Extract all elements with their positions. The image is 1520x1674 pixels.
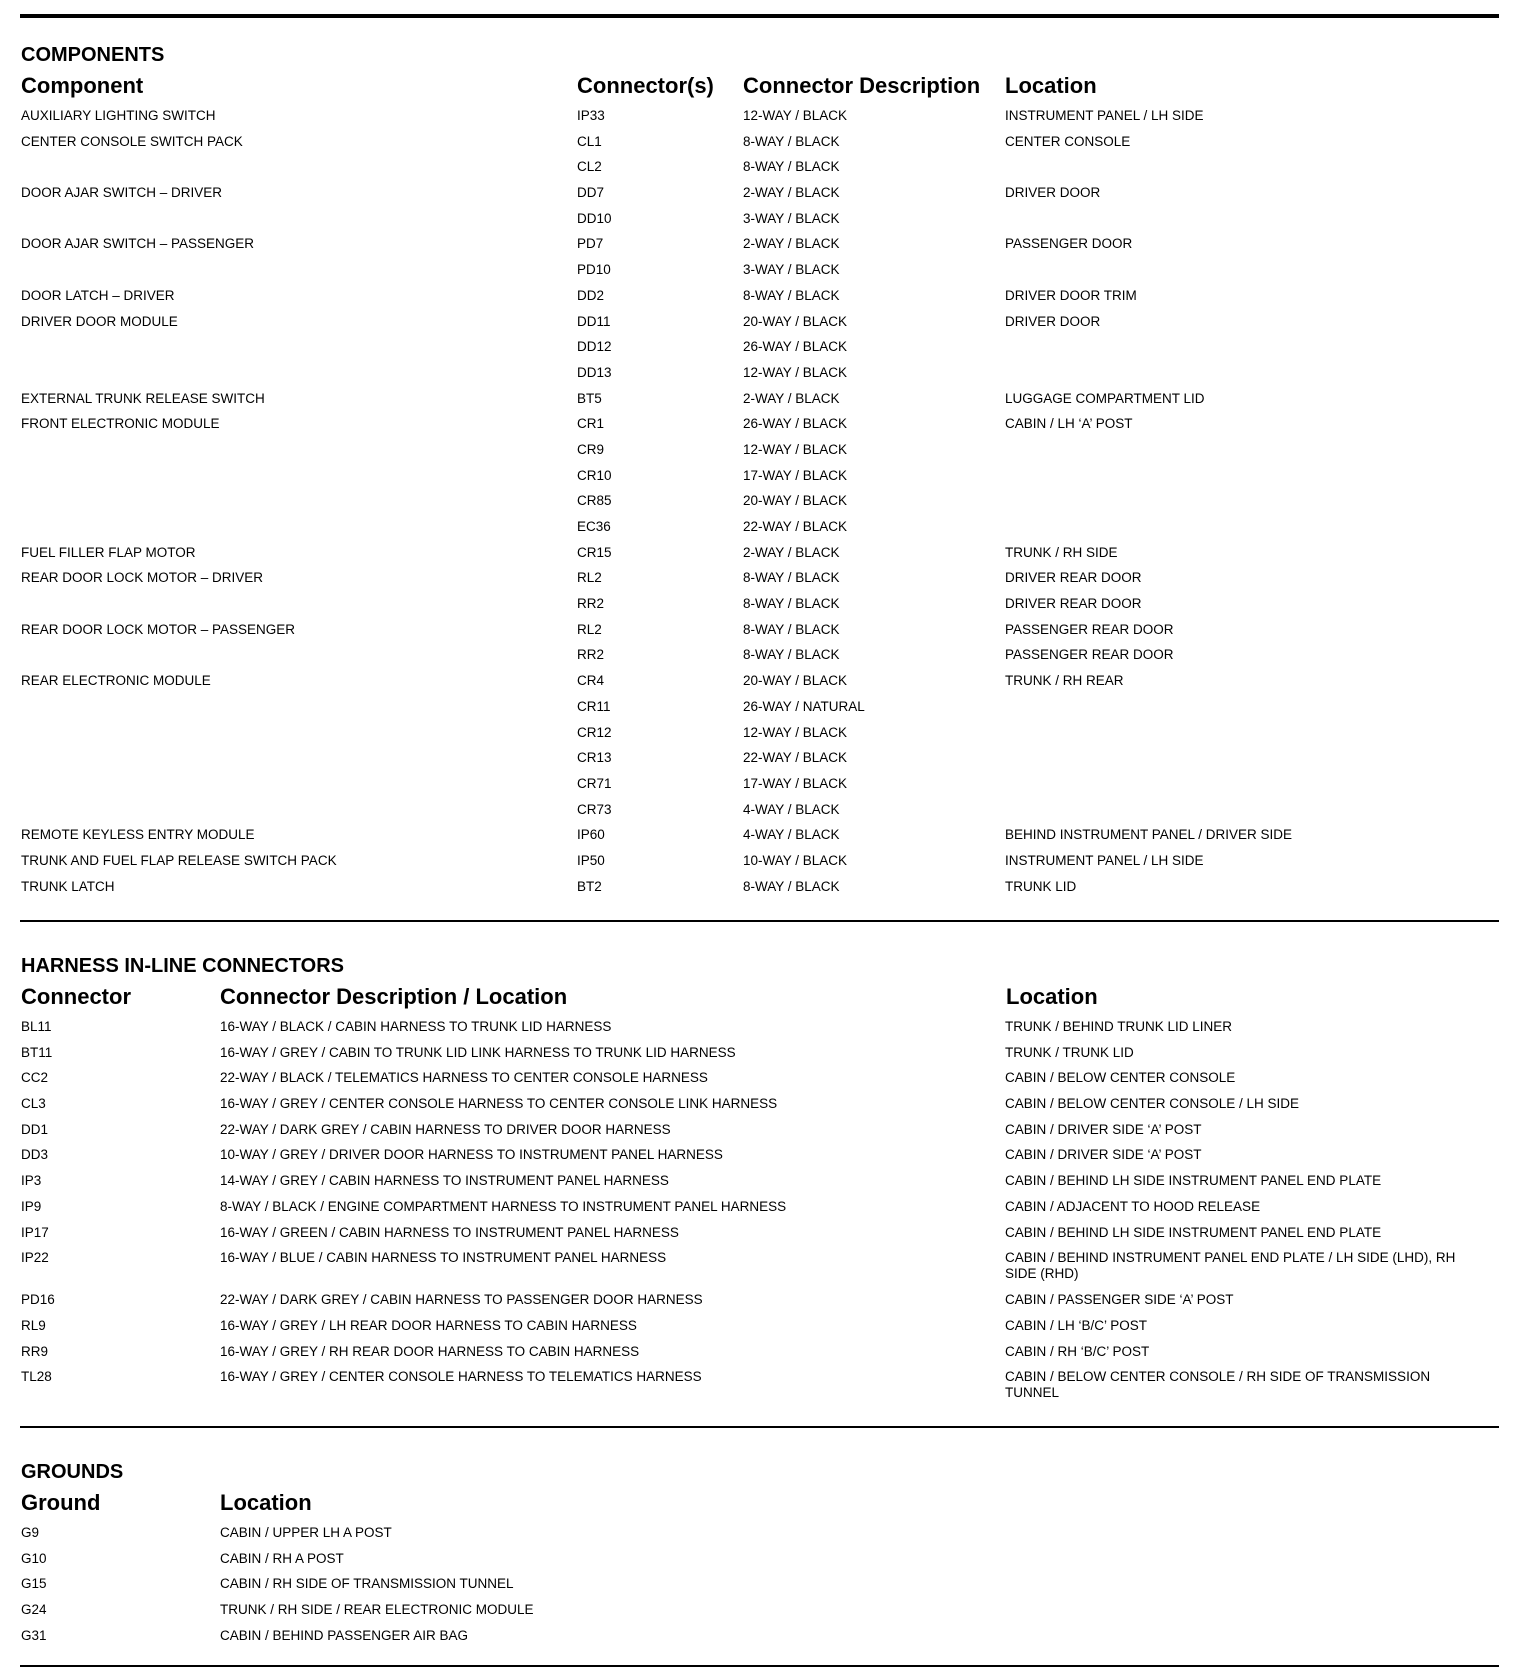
connector-cell: PD16 [21, 1292, 55, 1308]
location-cell: TRUNK / RH REAR [1005, 673, 1124, 689]
connector-cell: DD2 [577, 287, 605, 303]
description-cell: 8-WAY / BLACK [743, 133, 840, 149]
description-cell: 2-WAY / BLACK [743, 390, 840, 406]
col-description-location: Connector Description / Location [220, 984, 568, 1009]
location-cell: INSTRUMENT PANEL / LH SIDE [1005, 108, 1204, 123]
grounds-header-row [21, 1486, 1499, 1522]
connector-cell: CR15 [577, 544, 612, 560]
table-row [21, 570, 1499, 596]
table-row [21, 1344, 1499, 1370]
location-cell: CABIN / LH ‘B/C’ POST [1005, 1317, 1148, 1333]
table-row [21, 1070, 1499, 1096]
col-ground: Ground [21, 1490, 101, 1515]
table-row [21, 416, 1499, 442]
location-cell: BEHIND INSTRUMENT PANEL / DRIVER SIDE [1005, 827, 1293, 843]
location-cell: LUGGAGE COMPARTMENT LID [1005, 390, 1205, 406]
location-cell: PASSENGER DOOR [1005, 236, 1133, 252]
location-cell: INSTRUMENT PANEL / LH SIDE [1005, 852, 1204, 868]
description-cell: 8-WAY / BLACK [743, 596, 840, 612]
table-row [21, 699, 1499, 725]
harness-section [21, 952, 1499, 1411]
description-cell: 16-WAY / GREY / CENTER CONSOLE HARNESS TO TELEMATICS HARNESS [220, 1369, 702, 1385]
component-cell: TRUNK AND FUEL FLAP RELEASE SWITCH PACK [21, 852, 337, 868]
description-cell: 16-WAY / GREY / LH REAR DOOR HARNESS TO CABIN HARNESS [220, 1317, 637, 1333]
table-row [21, 108, 1499, 134]
description-cell: 3-WAY / BLACK [743, 262, 840, 278]
col-ground-location: Location [220, 1490, 312, 1515]
description-cell: 3-WAY / BLACK [743, 210, 840, 226]
component-cell: DOOR LATCH – DRIVER [21, 287, 175, 303]
table-row [21, 802, 1499, 828]
table-row [21, 622, 1499, 648]
description-cell: 16-WAY / GREEN / CABIN HARNESS TO INSTRUMENT PANEL HARNESS [220, 1224, 679, 1240]
description-cell: 16-WAY / BLACK / CABIN HARNESS TO TRUNK LID HARNESS [220, 1019, 612, 1034]
location-cell: CABIN / BELOW CENTER CONSOLE [1005, 1070, 1236, 1086]
table-row [21, 391, 1499, 417]
connector-cell: RL9 [21, 1317, 46, 1333]
location-cell: CABIN / UPPER LH A POST [220, 1525, 392, 1540]
description-cell: 22-WAY / BLACK / TELEMATICS HARNESS TO CENTER CONSOLE HARNESS [220, 1070, 708, 1086]
component-cell: REAR DOOR LOCK MOTOR – DRIVER [21, 570, 264, 586]
location-cell: TRUNK LID [1005, 878, 1077, 894]
connector-cell: RR2 [577, 596, 605, 612]
description-cell: 8-WAY / BLACK [743, 621, 840, 637]
table-row [21, 1292, 1499, 1318]
grounds-table-body [21, 1525, 1499, 1653]
description-cell: 22-WAY / DARK GREY / CABIN HARNESS TO DRIVER DOOR HARNESS [220, 1121, 671, 1137]
description-cell: 17-WAY / BLACK [743, 467, 848, 483]
harness-header-row [21, 980, 1499, 1016]
connector-cell: PD7 [577, 236, 604, 252]
table-row [21, 750, 1499, 776]
connector-cell: IP9 [21, 1198, 42, 1214]
table-row [21, 1096, 1499, 1122]
table-row [21, 1551, 1499, 1577]
connector-cell: RR9 [21, 1343, 49, 1359]
description-cell: 16-WAY / BLUE / CABIN HARNESS TO INSTRUMENT PANEL HARNESS [220, 1250, 667, 1266]
table-row [21, 879, 1499, 905]
table-row [21, 211, 1499, 237]
component-cell: REAR DOOR LOCK MOTOR – PASSENGER [21, 621, 296, 637]
connector-cell: PD10 [577, 262, 611, 278]
component-cell: DOOR AJAR SWITCH – DRIVER [21, 185, 223, 201]
location-cell: TRUNK / RH SIDE / REAR ELECTRONIC MODULE [220, 1602, 534, 1618]
connector-cell: CR13 [577, 750, 612, 766]
connector-cell: CR4 [577, 673, 605, 689]
component-cell: DRIVER DOOR MODULE [21, 313, 178, 329]
connector-cell: BT5 [577, 390, 602, 406]
component-cell: REAR ELECTRONIC MODULE [21, 673, 211, 689]
table-row [21, 1122, 1499, 1148]
table-row [21, 134, 1499, 160]
table-row [21, 1602, 1499, 1628]
location-cell: DRIVER DOOR [1005, 185, 1101, 201]
top-rule [20, 14, 1499, 18]
description-cell: 20-WAY / BLACK [743, 493, 848, 509]
description-cell: 4-WAY / BLACK [743, 827, 840, 843]
description-cell: 10-WAY / BLACK [743, 852, 848, 868]
connector-cell: IP17 [21, 1224, 49, 1240]
connector-cell: IP60 [577, 827, 605, 843]
location-cell: CABIN / LH ‘A’ POST [1005, 416, 1133, 432]
table-row [21, 442, 1499, 468]
component-cell: AUXILIARY LIGHTING SWITCH [21, 108, 216, 123]
location-cell: DRIVER REAR DOOR [1005, 570, 1142, 586]
table-row [21, 1525, 1499, 1551]
table-row [21, 1147, 1499, 1173]
location-cell: CABIN / BEHIND INSTRUMENT PANEL END PLATE / LH SIDE (LHD), RH SIDE (RHD) [1005, 1250, 1456, 1282]
description-cell: 14-WAY / GREY / CABIN HARNESS TO INSTRUMENT PANEL HARNESS [220, 1173, 669, 1189]
table-row [21, 468, 1499, 494]
location-cell: CABIN / PASSENGER SIDE ‘A’ POST [1005, 1292, 1234, 1308]
table-row [21, 262, 1499, 288]
col-connectors: Connector(s) [577, 73, 714, 98]
description-cell: 8-WAY / BLACK [743, 878, 840, 894]
description-cell: 8-WAY / BLACK / ENGINE COMPARTMENT HARNESS TO INSTRUMENT PANEL HARNESS [220, 1198, 787, 1214]
components-section [21, 41, 1499, 904]
components-header-row [21, 69, 1499, 105]
connector-cell: DD3 [21, 1147, 49, 1163]
location-cell: CABIN / DRIVER SIDE ‘A’ POST [1005, 1147, 1202, 1163]
table-row [21, 1019, 1499, 1045]
table-row [21, 596, 1499, 622]
bottom-rule [20, 1665, 1499, 1667]
connector-cell: BT2 [577, 878, 602, 894]
location-cell: CABIN / RH ‘B/C’ POST [1005, 1343, 1150, 1359]
description-cell: 22-WAY / BLACK [743, 750, 848, 766]
table-row [21, 545, 1499, 571]
components-bottom-rule [20, 920, 1499, 922]
description-cell: 16-WAY / GREY / CENTER CONSOLE HARNESS TO CENTER CONSOLE LINK HARNESS [220, 1096, 778, 1112]
location-cell: CABIN / BELOW CENTER CONSOLE / RH SIDE OF TRANSMISSION TUNNEL [1005, 1369, 1431, 1401]
connector-cell: CR1 [577, 416, 605, 432]
location-cell: CENTER CONSOLE [1005, 133, 1131, 149]
location-cell: CABIN / RH SIDE OF TRANSMISSION TUNNEL [220, 1576, 514, 1592]
connector-cell: CR9 [577, 441, 605, 457]
connector-cell: IP50 [577, 852, 605, 868]
description-cell: 10-WAY / GREY / DRIVER DOOR HARNESS TO INSTRUMENT PANEL HARNESS [220, 1147, 723, 1163]
description-cell: 26-WAY / NATURAL [743, 698, 865, 714]
col-connector: Connector [21, 984, 131, 1009]
description-cell: 8-WAY / BLACK [743, 570, 840, 586]
connector-cell: DD10 [577, 210, 612, 226]
description-cell: 2-WAY / BLACK [743, 544, 840, 560]
table-row [21, 1173, 1499, 1199]
harness-bottom-rule [20, 1426, 1499, 1428]
description-cell: 8-WAY / BLACK [743, 159, 840, 175]
description-cell: 8-WAY / BLACK [743, 287, 840, 303]
description-cell: 20-WAY / BLACK [743, 313, 848, 329]
location-cell: CABIN / BEHIND LH SIDE INSTRUMENT PANEL END PLATE [1005, 1173, 1382, 1189]
connector-cell: BL11 [21, 1019, 52, 1034]
table-row [21, 1225, 1499, 1251]
connector-cell: CR85 [577, 493, 612, 509]
table-row [21, 827, 1499, 853]
table-row [21, 236, 1499, 262]
table-row [21, 1318, 1499, 1344]
ground-cell: G24 [21, 1602, 47, 1618]
table-row [21, 1045, 1499, 1071]
table-row [21, 365, 1499, 391]
connector-cell: DD12 [577, 339, 612, 355]
location-cell: DRIVER DOOR TRIM [1005, 287, 1137, 303]
location-cell: CABIN / BEHIND PASSENGER AIR BAG [220, 1627, 469, 1643]
connector-cell: CR11 [577, 698, 611, 714]
location-cell: CABIN / BELOW CENTER CONSOLE / LH SIDE [1005, 1096, 1300, 1112]
description-cell: 4-WAY / BLACK [743, 801, 840, 817]
description-cell: 26-WAY / BLACK [743, 339, 848, 355]
location-cell: CABIN / ADJACENT TO HOOD RELEASE [1005, 1198, 1261, 1214]
component-cell: EXTERNAL TRUNK RELEASE SWITCH [21, 390, 265, 406]
component-cell: FUEL FILLER FLAP MOTOR [21, 544, 196, 560]
table-row [21, 159, 1499, 185]
component-cell: REMOTE KEYLESS ENTRY MODULE [21, 827, 255, 843]
connector-cell: RL2 [577, 621, 602, 637]
connector-cell: RL2 [577, 570, 602, 586]
description-cell: 20-WAY / BLACK [743, 673, 848, 689]
description-cell: 2-WAY / BLACK [743, 236, 840, 252]
col-harness-location: Location [1006, 984, 1098, 1009]
connector-cell: IP33 [577, 108, 605, 123]
table-row [21, 673, 1499, 699]
grounds-section [21, 1458, 1499, 1653]
description-cell: 12-WAY / BLACK [743, 441, 848, 457]
connector-cell: BT11 [21, 1044, 53, 1060]
connector-cell: DD13 [577, 364, 612, 380]
connector-cell: DD11 [577, 313, 611, 329]
connector-cell: DD1 [21, 1121, 49, 1137]
location-cell: PASSENGER REAR DOOR [1005, 647, 1174, 663]
location-cell: DRIVER REAR DOOR [1005, 596, 1142, 612]
table-row [21, 1250, 1499, 1292]
description-cell: 8-WAY / BLACK [743, 647, 840, 663]
connector-cell: CR73 [577, 801, 612, 817]
connector-cell: IP22 [21, 1250, 49, 1266]
connector-cell: EC36 [577, 519, 611, 534]
location-cell: DRIVER DOOR [1005, 313, 1101, 329]
location-cell: TRUNK / BEHIND TRUNK LID LINER [1005, 1019, 1233, 1034]
table-row [21, 647, 1499, 673]
harness-title: HARNESS IN-LINE CONNECTORS [21, 955, 344, 977]
components-title: COMPONENTS [21, 44, 165, 66]
ground-cell: G15 [21, 1576, 47, 1592]
description-cell: 16-WAY / GREY / RH REAR DOOR HARNESS TO CABIN HARNESS [220, 1343, 640, 1359]
connector-cell: CR10 [577, 467, 612, 483]
description-cell: 12-WAY / BLACK [743, 724, 848, 740]
ground-cell: G9 [21, 1525, 40, 1540]
connector-cell: DD7 [577, 185, 605, 201]
component-cell: CENTER CONSOLE SWITCH PACK [21, 133, 243, 149]
table-row [21, 725, 1499, 751]
ground-cell: G10 [21, 1550, 47, 1566]
grounds-title: GROUNDS [21, 1461, 124, 1483]
description-cell: 17-WAY / BLACK [743, 775, 848, 791]
table-row [21, 1576, 1499, 1602]
table-row [21, 1628, 1499, 1654]
description-cell: 26-WAY / BLACK [743, 416, 848, 432]
description-cell: 12-WAY / BLACK [743, 108, 848, 123]
table-row [21, 493, 1499, 519]
components-table-body [21, 108, 1499, 904]
description-cell: 12-WAY / BLACK [743, 364, 848, 380]
table-row [21, 1199, 1499, 1225]
location-cell: PASSENGER REAR DOOR [1005, 621, 1174, 637]
connector-cell: CL2 [577, 159, 602, 175]
location-cell: CABIN / BEHIND LH SIDE INSTRUMENT PANEL END PLATE [1005, 1224, 1382, 1240]
location-cell: TRUNK / TRUNK LID [1005, 1044, 1134, 1060]
table-row [21, 288, 1499, 314]
table-row [21, 853, 1499, 879]
connector-cell: RR2 [577, 647, 605, 663]
table-row [21, 1369, 1499, 1411]
col-connector-description: Connector Description [743, 73, 981, 98]
connector-cell: CC2 [21, 1070, 49, 1086]
component-cell: TRUNK LATCH [21, 878, 115, 894]
ground-cell: G31 [21, 1627, 47, 1643]
col-component: Component [21, 73, 144, 98]
table-row [21, 185, 1499, 211]
location-cell: TRUNK / RH SIDE [1005, 544, 1118, 560]
description-cell: 22-WAY / DARK GREY / CABIN HARNESS TO PASSENGER DOOR HARNESS [220, 1292, 703, 1308]
connector-cell: IP3 [21, 1173, 42, 1189]
table-row [21, 519, 1499, 545]
col-location: Location [1005, 73, 1097, 98]
description-cell: 2-WAY / BLACK [743, 185, 840, 201]
location-cell: CABIN / DRIVER SIDE ‘A’ POST [1005, 1121, 1202, 1137]
description-cell: 22-WAY / BLACK [743, 519, 848, 534]
connector-cell: CR12 [577, 724, 612, 740]
component-cell: FRONT ELECTRONIC MODULE [21, 416, 220, 432]
location-cell: CABIN / RH A POST [220, 1550, 344, 1566]
table-row [21, 776, 1499, 802]
connector-cell: CL1 [577, 133, 602, 149]
description-cell: 16-WAY / GREY / CABIN TO TRUNK LID LINK HARNESS TO TRUNK LID HARNESS [220, 1044, 736, 1060]
harness-table-body [21, 1019, 1499, 1411]
connector-cell: CL3 [21, 1096, 46, 1112]
connector-cell: CR71 [577, 775, 612, 791]
table-row [21, 339, 1499, 365]
connector-cell: TL28 [21, 1369, 52, 1385]
table-row [21, 314, 1499, 340]
component-cell: DOOR AJAR SWITCH – PASSENGER [21, 236, 255, 252]
